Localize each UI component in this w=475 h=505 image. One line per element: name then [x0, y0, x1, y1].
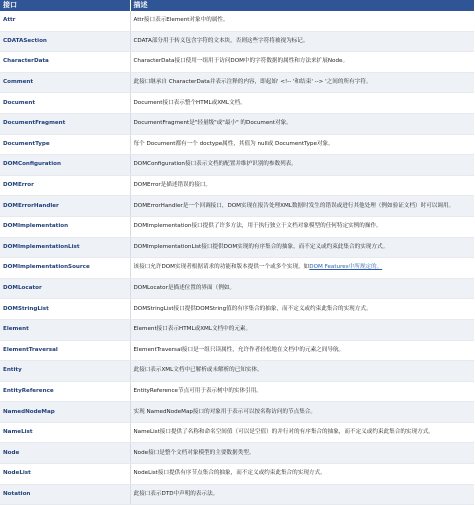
interface-name-cell: DOMErrorHandler — [0, 196, 130, 217]
table-header-row — [0, 0, 474, 11]
table-row — [0, 72, 474, 93]
interface-name-cell: EntityReference — [0, 381, 130, 402]
table-row — [0, 443, 474, 464]
description-cell — [130, 175, 474, 196]
description-cell — [130, 155, 474, 176]
table-row — [0, 134, 474, 155]
description-text: 该接口允许DOM实现者根据请求的功能和版本提供一个或多个实现，如 — [133, 264, 310, 271]
dom-features-link[interactable]: DOM Features中所规定的。 — [309, 264, 383, 271]
description-text: DOMStringList接口提供DOMString值的有序集合的抽象，而不定义或约束此集合的实现方式。 — [133, 305, 372, 312]
interface-name-cell: NodeList — [0, 464, 130, 485]
table-row — [0, 340, 474, 361]
interface-name-cell: DOMImplementation — [0, 216, 130, 237]
description-cell — [130, 72, 474, 93]
interface-name-cell: Document — [0, 93, 130, 114]
interface-name-cell: DOMImplementationList — [0, 237, 130, 258]
interface-name-cell: DOMConfiguration — [0, 155, 130, 176]
table-row — [0, 175, 474, 196]
column-header-interface: 接口 — [0, 0, 130, 11]
table-row — [0, 278, 474, 299]
description-cell — [130, 484, 474, 505]
table-row — [0, 402, 474, 423]
description-cell — [130, 93, 474, 114]
description-text: CharacterData接口使用一组用于访问DOM中的字符数据的属性和方法来扩展Node。 — [133, 58, 349, 65]
description-text: CDATA部分用于转义包含字符的文本块，否则这些字符将被视为标记。 — [133, 37, 309, 44]
description-text: ElementTraversal接口是一组只读属性，允许作者轻松地在文档中的元素之间导航。 — [133, 346, 345, 353]
interface-name-cell: DOMError — [0, 175, 130, 196]
table-row — [0, 319, 474, 340]
interface-name-cell: DocumentType — [0, 134, 130, 155]
interface-name-cell: NameList — [0, 422, 130, 443]
table-row — [0, 11, 474, 31]
table-row — [0, 93, 474, 114]
interface-name-cell: Entity — [0, 361, 130, 382]
table-row — [0, 464, 474, 485]
description-cell — [130, 464, 474, 485]
description-cell — [130, 11, 474, 31]
description-cell — [130, 237, 474, 258]
description-cell — [130, 319, 474, 340]
interface-name-cell: DOMImplementationSource — [0, 258, 130, 279]
interface-name-cell: Notation — [0, 484, 130, 505]
interface-name-cell: DOMStringList — [0, 299, 130, 320]
interface-name-cell: Element — [0, 319, 130, 340]
description-text: Document接口表示整个HTML或XML文档。 — [133, 99, 246, 106]
interface-name-cell: Attr — [0, 11, 130, 31]
description-cell — [130, 258, 474, 279]
description-text: 此接口继承自 CharacterData并表示注释的内容，即起始' <!-- '和结束' --> '之间的所有字符。 — [133, 79, 372, 86]
description-text: 此接口表示DTD中声明的表示法。 — [133, 490, 219, 497]
table-row — [0, 422, 474, 443]
table-row — [0, 381, 474, 402]
interface-name-cell: NamedNodeMap — [0, 402, 130, 423]
description-text: DOMLocator是描述位置的界面（例如。 — [133, 285, 236, 292]
table-row — [0, 196, 474, 217]
table-row — [0, 155, 474, 176]
description-text: Element接口表示HTML或XML文档中的元素。 — [133, 326, 252, 333]
description-text: Node接口是整个文档对象模型的主要数据类型。 — [133, 449, 255, 456]
table-row — [0, 484, 474, 505]
table-row — [0, 113, 474, 134]
table-row — [0, 361, 474, 382]
description-text: NodeList接口提供有序节点集合的抽象，而不定义或约束此集合的实现方式。 — [133, 470, 326, 477]
description-text: DOMError是描述错误的接口。 — [133, 182, 212, 189]
table-row — [0, 299, 474, 320]
description-text: DOMImplementationList接口提供DOM实现的有序集合的抽象，而不定义或约束此集合的实现方式。 — [133, 243, 389, 250]
description-cell — [130, 381, 474, 402]
description-text: DocumentFragment是"轻量级"或"最小" 的Document对象。 — [133, 120, 292, 127]
description-text: EntityReference节点可用于表示树中的实体引用。 — [133, 387, 262, 394]
description-text: 实现 NamedNodeMap接口的对象用于表示可以按名称访问的节点集合。 — [133, 408, 316, 415]
description-cell — [130, 196, 474, 217]
description-text: 每个 Document都有一个 doctype属性，其值为 null或 DocumentType对象。 — [133, 140, 334, 147]
description-text: DOMImplementation接口提供了许多方法，用于执行独立于文档对象模型的任何特定实例的操作。 — [133, 223, 382, 230]
table-body — [0, 11, 474, 505]
description-cell — [130, 299, 474, 320]
table-row — [0, 216, 474, 237]
interface-name-cell: ElementTraversal — [0, 340, 130, 361]
table-row — [0, 52, 474, 73]
description-cell — [130, 278, 474, 299]
description-cell — [130, 402, 474, 423]
description-text: NameList接口提供了名称和命名空间值（可以是空值）的并行对的有序集合的抽象，而不定义或约束此集合的实现方式。 — [133, 429, 434, 436]
interface-name-cell: CDATASection — [0, 31, 130, 52]
interface-name-cell: DocumentFragment — [0, 113, 130, 134]
interface-name-cell: Comment — [0, 72, 130, 93]
description-cell — [130, 340, 474, 361]
description-cell — [130, 361, 474, 382]
description-cell — [130, 31, 474, 52]
description-cell — [130, 422, 474, 443]
description-cell — [130, 113, 474, 134]
description-cell — [130, 134, 474, 155]
description-cell — [130, 216, 474, 237]
table-row — [0, 237, 474, 258]
interface-name-cell: DOMLocator — [0, 278, 130, 299]
description-text: DOMErrorHandler是一个回调接口，DOM实现在报告处理XML数据时发生的错误或进行其他处理（例如验证文档）时可以调用。 — [133, 202, 455, 209]
description-cell — [130, 52, 474, 73]
description-text: Attr接口表示Element对象中的属性。 — [133, 17, 229, 24]
column-header-description: 描述 — [130, 0, 474, 11]
description-text: DOMConfiguration接口表示文档的配置并维护识别的参数列表。 — [133, 161, 297, 168]
interface-name-cell: Node — [0, 443, 130, 464]
description-text: 此接口表示XML文档中已解析或未解析的已知实体。 — [133, 367, 263, 374]
table-row — [0, 258, 474, 279]
interface-name-cell: CharacterData — [0, 52, 130, 73]
table-row — [0, 31, 474, 52]
description-cell — [130, 443, 474, 464]
